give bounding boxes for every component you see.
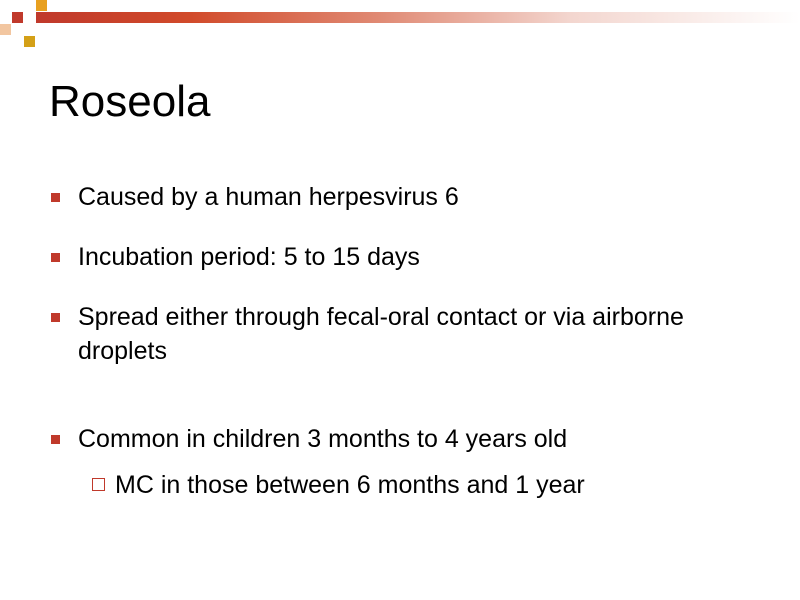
header-gradient-bar <box>36 12 800 23</box>
sub-bullet-item <box>49 468 749 502</box>
bullet-text: Common in children 3 months to 4 years old <box>78 425 568 453</box>
bullet-text: Caused by a human herpesvirus 6 <box>78 183 459 211</box>
corner-square-gold <box>24 36 35 47</box>
square-bullet-icon <box>51 193 60 202</box>
square-bullet-icon <box>51 435 60 444</box>
sub-bullet-text: MC in those between 6 months and 1 year <box>115 471 585 499</box>
corner-square-red <box>12 12 23 23</box>
corner-square-orange <box>36 0 47 11</box>
bullet-text: Incubation period: 5 to 15 days <box>78 243 420 271</box>
square-bullet-icon <box>51 253 60 262</box>
square-bullet-icon <box>51 313 60 322</box>
bullet-list <box>49 180 749 502</box>
bullet-item <box>49 300 749 368</box>
bullet-text: Spread either through fecal-oral contact or via airborne droplets <box>78 303 684 365</box>
bullet-item <box>49 422 749 456</box>
corner-square-pale <box>0 24 11 35</box>
slide-title: Roseola <box>49 77 211 126</box>
bullet-item <box>49 240 749 274</box>
hollow-square-bullet-icon <box>92 478 105 491</box>
bullet-item <box>49 180 749 214</box>
